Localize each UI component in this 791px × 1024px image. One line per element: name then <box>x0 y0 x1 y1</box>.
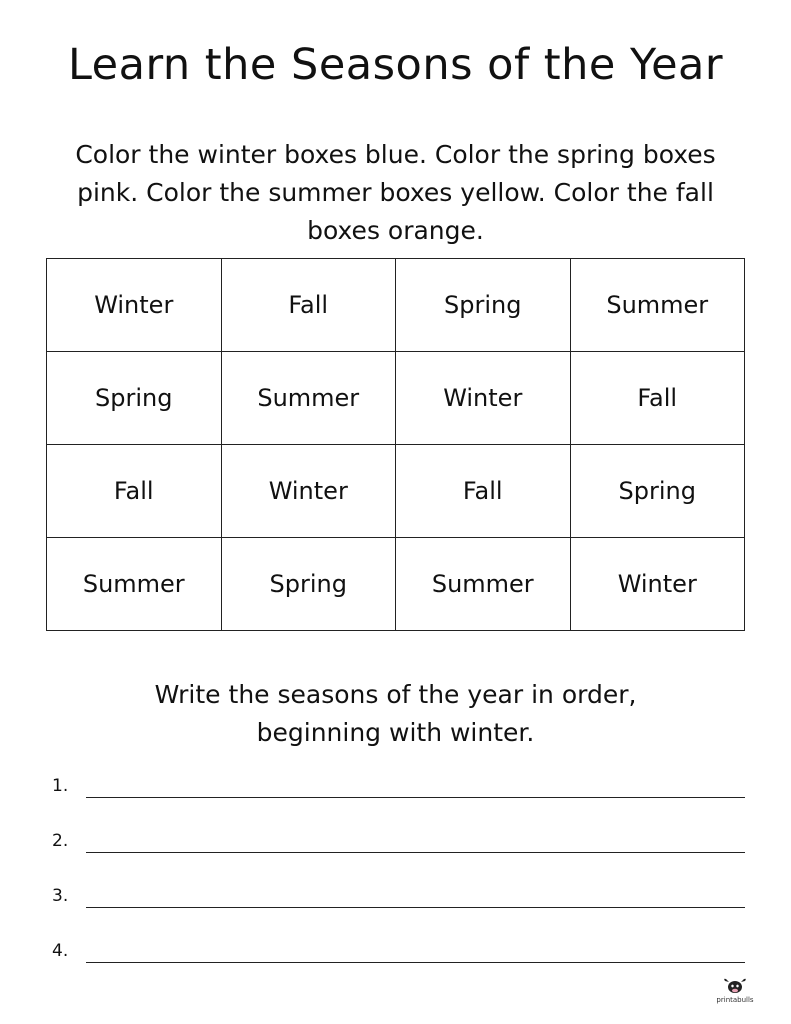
answer-line-3[interactable] <box>52 878 745 908</box>
order-prompt-line-1: Write the seasons of the year in order, <box>154 680 637 709</box>
answer-number: 2. <box>52 831 69 851</box>
grid-cell[interactable]: Summer <box>396 538 571 631</box>
order-prompt-line-2: beginning with winter. <box>256 718 535 747</box>
answer-number: 4. <box>52 941 69 961</box>
answer-line-1[interactable] <box>52 768 745 798</box>
grid-row <box>47 352 745 445</box>
answer-line-2[interactable] <box>52 823 745 853</box>
grid-cell[interactable]: Spring <box>570 445 745 538</box>
grid-cell[interactable]: Fall <box>221 259 396 352</box>
grid-cell[interactable]: Fall <box>396 445 571 538</box>
order-prompt <box>100 676 691 752</box>
grid-cell[interactable]: Summer <box>221 352 396 445</box>
grid-cell[interactable]: Spring <box>396 259 571 352</box>
grid-cell[interactable]: Winter <box>47 259 222 352</box>
seasons-grid <box>46 258 745 631</box>
grid-cell[interactable]: Winter <box>221 445 396 538</box>
write-line[interactable] <box>86 797 745 798</box>
grid-cell[interactable]: Fall <box>570 352 745 445</box>
answer-number: 3. <box>52 886 69 906</box>
grid-row <box>47 445 745 538</box>
grid-row <box>47 259 745 352</box>
logo-text: printabulls <box>716 996 754 1004</box>
grid-row <box>47 538 745 631</box>
grid-cell[interactable]: Summer <box>47 538 222 631</box>
instructions-text: Color the winter boxes blue. Color the spring boxes pink. Color the summer boxes yellow. Color the fall boxes orange. <box>75 140 716 245</box>
write-line[interactable] <box>86 852 745 853</box>
grid-cell[interactable]: Spring <box>221 538 396 631</box>
bull-logo-icon <box>722 977 748 995</box>
grid-cell[interactable]: Fall <box>47 445 222 538</box>
write-line[interactable] <box>86 962 745 963</box>
answer-line-4[interactable] <box>52 933 745 963</box>
grid-cell[interactable]: Spring <box>47 352 222 445</box>
write-line[interactable] <box>86 907 745 908</box>
page-title: Learn the Seasons of the Year <box>67 40 724 90</box>
grid-cell[interactable]: Winter <box>570 538 745 631</box>
answer-number: 1. <box>52 776 69 796</box>
grid-cell[interactable]: Summer <box>570 259 745 352</box>
printabulls-logo <box>715 977 755 1004</box>
grid-cell[interactable]: Winter <box>396 352 571 445</box>
